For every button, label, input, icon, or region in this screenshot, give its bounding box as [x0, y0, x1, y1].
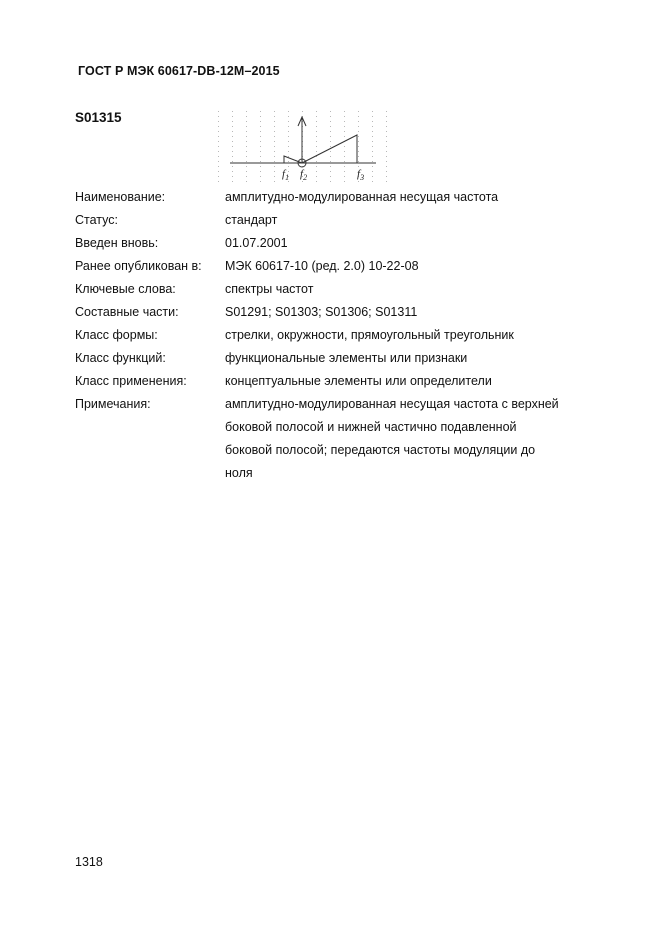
property-value: стандарт	[225, 213, 278, 227]
symbol-graphic	[214, 108, 390, 184]
property-row	[75, 301, 595, 324]
property-value: функциональные элементы или признаки	[225, 351, 468, 365]
property-row	[75, 255, 595, 278]
property-value: 01.07.2001	[225, 236, 288, 250]
property-value: МЭК 60617-10 (ред. 2.0) 10-22-08	[225, 259, 419, 273]
property-value: спектры частот	[225, 282, 314, 296]
property-row	[75, 209, 595, 232]
property-label: Составные части:	[75, 305, 179, 319]
property-row	[75, 324, 595, 347]
property-row	[75, 278, 595, 301]
property-label: Ранее опубликован в:	[75, 259, 202, 273]
property-row	[75, 370, 595, 393]
property-label: Класс функций:	[75, 351, 166, 365]
property-row	[75, 347, 595, 370]
property-label: Введен вновь:	[75, 236, 159, 250]
label-f2: $f_2$	[300, 168, 308, 182]
property-value: стрелки, окружности, прямоугольный треугольник	[225, 328, 514, 342]
property-value: амплитудно-модулированная несущая частота с верхней боковой полосой и нижней частично подавленной боковой полосой; передаются частоты модуляции до ноля	[225, 397, 559, 480]
symbol-code: S01315	[75, 110, 122, 125]
property-label: Примечания:	[75, 397, 151, 411]
property-label: Наименование:	[75, 190, 166, 204]
document-header: ГОСТ Р МЭК 60617-DB-12M–2015	[78, 64, 280, 78]
property-row	[75, 186, 595, 209]
label-f3: $f_3$	[357, 168, 365, 182]
property-label: Класс применения:	[75, 374, 187, 388]
property-label: Класс формы:	[75, 328, 158, 342]
property-value: S01291; S01303; S01306; S01311	[225, 305, 418, 319]
property-row	[75, 232, 595, 255]
upper-sideband-triangle	[302, 135, 357, 163]
label-f1: $f_1$	[282, 168, 290, 182]
property-value: амплитудно-модулированная несущая частота	[225, 190, 499, 204]
property-row	[75, 393, 595, 485]
property-label: Статус:	[75, 213, 118, 227]
page-number: 1318	[75, 855, 103, 869]
property-label: Ключевые слова:	[75, 282, 176, 296]
property-value: концептуальные элементы или определители	[225, 374, 492, 388]
properties-table	[75, 186, 595, 485]
